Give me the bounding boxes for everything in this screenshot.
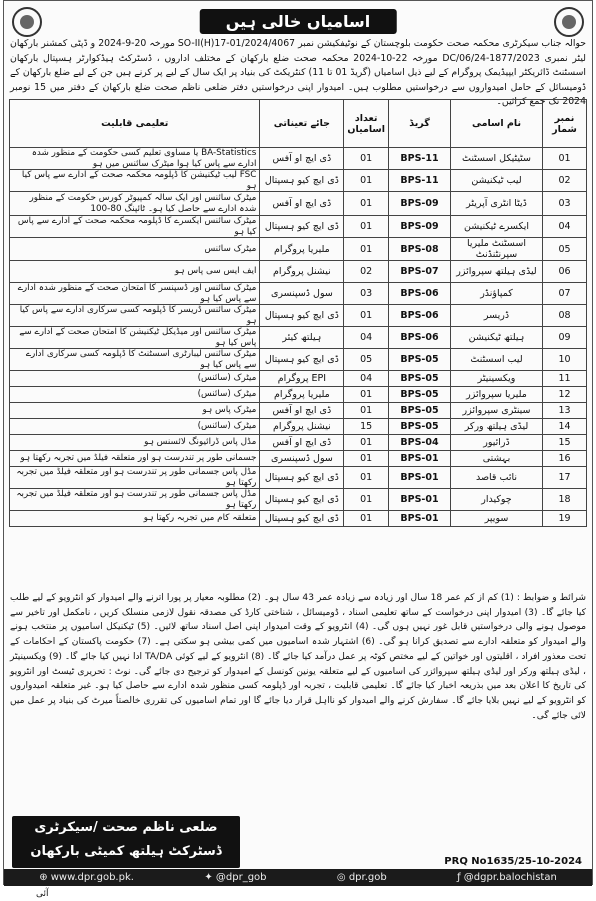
cell-count: 01 [344, 238, 389, 261]
table-row [10, 435, 587, 451]
cell-serial: 16 [543, 451, 587, 467]
cell-place: ڈی ایچ او آفس [260, 192, 344, 216]
cell-serial: 14 [543, 419, 587, 435]
page-title: اسامیاں خالی ہیں [200, 9, 397, 34]
cell-grade: BPS-08 [389, 238, 451, 261]
cell-place: ڈی ایچ کیو ہسپتال [260, 489, 344, 511]
cell-qualification: میٹرک سائنس ڈریسر کا ڈپلومہ کسی سرکاری ادارے سے پاس کیا ہو [10, 305, 260, 327]
cell-grade: BPS-04 [389, 435, 451, 451]
cell-serial: 18 [543, 489, 587, 511]
cell-place: سول ڈسپنسری [260, 451, 344, 467]
cell-serial: 03 [543, 192, 587, 216]
signature-title: ضلعی ناظم صحت /سیکرٹری [34, 820, 218, 835]
cell-serial: 15 [543, 435, 587, 451]
signature-office: ڈسٹرکٹ ہیلتھ کمیٹی بارکھان [30, 844, 222, 859]
balochistan-emblem-icon [12, 7, 42, 37]
cell-qualification: متعلقہ کام میں تجربہ رکھتا ہو [10, 511, 260, 527]
cell-count: 01 [344, 489, 389, 511]
footer-website: ⊕ www.dpr.gob.pk. [39, 872, 134, 883]
table-row [10, 261, 587, 283]
globe-icon: ⊕ [39, 872, 51, 883]
table-row [10, 403, 587, 419]
cell-grade: BPS-06 [389, 327, 451, 349]
cell-qualification: جسمانی طور پر تندرست ہو اور متعلقہ فیلڈ میں تجربہ رکھتا ہو [10, 451, 260, 467]
table-row [10, 327, 587, 349]
table-row [10, 387, 587, 403]
signature-block [12, 816, 240, 868]
table-row [10, 451, 587, 467]
header-count: تعداد اسامیاں [344, 100, 389, 148]
cell-post: لیڈی ہیلتھ ورکر [451, 419, 543, 435]
cell-count: 01 [344, 511, 389, 527]
footer-bar [4, 869, 592, 886]
cell-count: 01 [344, 467, 389, 489]
cell-grade: BPS-01 [389, 511, 451, 527]
cell-serial: 10 [543, 349, 587, 371]
facebook-icon: ƒ [457, 872, 464, 883]
table-row [10, 283, 587, 305]
table-row [10, 148, 587, 170]
cell-place: ملیریا پروگرام [260, 238, 344, 261]
cell-serial: 13 [543, 403, 587, 419]
table-row [10, 170, 587, 192]
cell-qualification: مڈل پاس ڈرائیونگ لائسنس ہو [10, 435, 260, 451]
cell-qualification: میٹرک (سائنس) [10, 419, 260, 435]
cell-count: 03 [344, 283, 389, 305]
cell-serial: 07 [543, 283, 587, 305]
cell-qualification: FSC لیب ٹیکنیشن کا ڈپلومہ محکمہ صحت کے ادارے سے پاس کیا ہو [10, 170, 260, 192]
cell-place: نیشنل پروگرام [260, 261, 344, 283]
cell-post: لیب ٹیکنیشن [451, 170, 543, 192]
cell-post: ایکسرے ٹیکنیشن [451, 216, 543, 238]
cell-place: نیشنل پروگرام [260, 419, 344, 435]
cell-count: 04 [344, 327, 389, 349]
cell-grade: BPS-05 [389, 371, 451, 387]
cell-serial: 12 [543, 387, 587, 403]
vacancies-table [9, 99, 587, 527]
cell-count: 01 [344, 170, 389, 192]
footer-twitter: ✦ @dpr_gob [204, 872, 267, 883]
cell-post: اسسٹنٹ ملیریا سپرنٹنڈنٹ [451, 238, 543, 261]
header-place: جائے تعیناتی [260, 100, 344, 148]
cell-qualification: میٹرک سائنس لیبارٹری اسسٹنٹ کا ڈپلومہ کسی سرکاری ادارے سے پاس کیا ہو [10, 349, 260, 371]
twitter-icon: ✦ [204, 872, 216, 883]
cell-qualification: میٹرک (سائنس) [10, 371, 260, 387]
cell-serial: 04 [543, 216, 587, 238]
cell-qualification: میٹرک سائنس ایکسرے کا ڈپلومہ محکمہ صحت کے ادارے سے پاس کیا ہو [10, 216, 260, 238]
cell-serial: 06 [543, 261, 587, 283]
cell-post: ڈیٹا انٹری آپریٹر [451, 192, 543, 216]
cell-place: ملیریا پروگرام [260, 387, 344, 403]
cell-post: ہیلتھ ٹیکنیشن [451, 327, 543, 349]
cell-place: ڈی ایچ کیو ہسپتال [260, 216, 344, 238]
cell-grade: BPS-07 [389, 261, 451, 283]
header-post: نام اسامی [451, 100, 543, 148]
cell-grade: BPS-01 [389, 467, 451, 489]
header-grade: گریڈ [389, 100, 451, 148]
cell-place: ڈی ایچ او آفس [260, 435, 344, 451]
cell-post: ڈرائیور [451, 435, 543, 451]
prq-number: PRQ No1635/25-10-2024 [444, 856, 582, 867]
cell-post: سینٹری سپروائزر [451, 403, 543, 419]
intro-paragraph: حوالہ جناب سیکرٹری محکمہ صحت حکومت بلوچستان کے نوٹیفکیشن نمبر SO-II(H)17-01/2024/4067 مورخہ 20-9-2024 و ڈپٹی کمشنر بارکھان لیٹر نمبری 1877/2023-24/DC/06 مورخہ 22-10-2024 محکمہ صحت ضلع بارکھان کے مختلف اداروں ، ڈسٹرکٹ ہیڈکوارٹر ہسپتال بارکھان اسسٹنٹ ڈائریکٹر ایپیڈیمک پروگرام کے لیے ذیل اسامیاں (گریڈ 01 تا 11) کنٹریکٹ کی بنیاد پر ایک سال کے لیے پر کرنے ہیں جن کے لیے ضلع بارکھان کے ڈومیسائل کے حامل امیدواروں سے درخواستیں مطلوب ہیں۔ امیدوار اپنی درخواستیں دفتر ضلعی ناظم صحت ضلع بارکھان کے دفتر میں 15 نومبر 2024 تک جمع کرائیں۔ [10, 38, 587, 107]
cell-post: لیڈی ہیلتھ سپروائزر [451, 261, 543, 283]
cell-serial: 11 [543, 371, 587, 387]
cell-grade: BPS-09 [389, 216, 451, 238]
table-header-row [10, 100, 587, 148]
cell-post: کمپاؤنڈر [451, 283, 543, 305]
cell-place: EPI پروگرام [260, 371, 344, 387]
header-qualification: تعلیمی قابلیت [10, 100, 260, 148]
cell-post: لیب اسسٹنٹ [451, 349, 543, 371]
cell-count: 01 [344, 435, 389, 451]
cell-count: 01 [344, 216, 389, 238]
cell-serial: 09 [543, 327, 587, 349]
cell-qualification: ایف ایس سی پاس ہو [10, 261, 260, 283]
cell-count: 01 [344, 403, 389, 419]
cell-post: نائب قاصد [451, 467, 543, 489]
cell-count: 01 [344, 192, 389, 216]
cell-count: 01 [344, 451, 389, 467]
cell-qualification: میٹرک (سائنس) [10, 387, 260, 403]
cell-qualification: میٹرک سائنس اور ڈسپنسر کا امتحان صحت کے منظور شدہ ادارے سے پاس کیا ہو [10, 283, 260, 305]
table-row [10, 419, 587, 435]
cell-place: ہیلتھ کیئر [260, 327, 344, 349]
terms-and-conditions: شرائط و ضوابط : (1) کم از کم عمر 18 سال اور زیادہ سے زیادہ عمر 43 سال ہو۔ (2) مطلوبہ معیار پر پورا اترنے والے امیدوار کو انٹرویو کے لیے طلب کیا جائے گا۔ (3) امیدوار اپنی درخواست کے ساتھ تعلیمی اسناد ، ڈومیسائل ، شناختی کارڈ کی مصدقہ نقول لازمی منسلک کریں ، نامکمل اور تاخیر سے موصول ہونے والی درخواستیں قابل غور نہیں ہوں گی۔ (4) انٹرویو کے وقت امیدوار اپنی اصل اسناد ساتھ لائیں۔ (5) ٹیکنیکل اسامیوں پر منتخب ہونے والے امیدوار کو متعلقہ ادارے سے تصدیق کرانا ہو گی۔ (6) اشتہار شدہ اسامیوں میں کمی بیشی ہو سکتی ہے۔ (7) حکومت پاکستان کے احکامات کے تحت معذور افراد ، اقلیتوں اور خواتین کے لیے مختص کوٹہ پر عمل درآمد کیا جائے گا۔ (8) انٹرویو کے لیے کوئی TA/DA ادا نہیں کیا جائے گا۔ (9) ویکسینیٹر ، لیڈی ہیلتھ ورکر اور لیڈی ہیلتھ سپروائزر کی اسامیوں کے لیے متعلقہ یونین کونسل کے امیدوار کو ترجیح دی جائے گی۔ نوٹ : تحریری ٹیسٹ اور انٹرویو کی تاریخ کا اعلان بعد میں بذریعہ اخبار کیا جائے گا۔ تعلیمی قابلیت ، تجربہ اور ڈپلومہ کسی منظور شدہ ادارے سے حاصل کیا ہو۔ غیر متعلقہ امیدواروں کو انٹرویو کے لیے نہیں بلایا جائے گا۔ سفارش کرنے والے امیدوار کو نااہل قرار دیا جائے گا اور تمام اسامیوں کی تقرری خالصتاً میرٹ کی بنیاد پر عمل میں لائی جائے گی۔ [10, 593, 587, 721]
cell-qualification: مڈل پاس جسمانی طور پر تندرست ہو اور متعلقہ فیلڈ میں تجربہ رکھتا ہو [10, 489, 260, 511]
cell-post: سٹیٹیکل اسسٹنٹ [451, 148, 543, 170]
cell-count: 04 [344, 371, 389, 387]
bottom-mark: آئی [36, 889, 49, 899]
table-row [10, 216, 587, 238]
cell-grade: BPS-05 [389, 349, 451, 371]
cell-qualification: BA-Statistics یا مساوی تعلیم کسی حکومت کے منظور شدہ ادارے سے پاس کیا ہوا میٹرک سائنس میں ہو [10, 148, 260, 170]
cell-serial: 05 [543, 238, 587, 261]
table-row [10, 489, 587, 511]
cell-post: سویپر [451, 511, 543, 527]
cell-post: ویکسینیٹر [451, 371, 543, 387]
cell-post: چوکیدار [451, 489, 543, 511]
cell-serial: 08 [543, 305, 587, 327]
cell-qualification: میٹرک پاس ہو [10, 403, 260, 419]
cell-place: ڈی ایچ کیو ہسپتال [260, 170, 344, 192]
table-row [10, 371, 587, 387]
cell-post: بہشتی [451, 451, 543, 467]
cell-post: ڈریسر [451, 305, 543, 327]
government-emblem-icon [554, 7, 584, 37]
cell-grade: BPS-01 [389, 451, 451, 467]
cell-place: ڈی ایچ کیو ہسپتال [260, 305, 344, 327]
instagram-icon: ◎ [336, 872, 349, 883]
table-row [10, 238, 587, 261]
cell-serial: 17 [543, 467, 587, 489]
table-row [10, 511, 587, 527]
cell-grade: BPS-05 [389, 419, 451, 435]
cell-grade: BPS-11 [389, 148, 451, 170]
cell-post: ملیریا سپروائزر [451, 387, 543, 403]
table-row [10, 349, 587, 371]
cell-grade: BPS-01 [389, 489, 451, 511]
cell-place: سول ڈسپنسری [260, 283, 344, 305]
table-row [10, 305, 587, 327]
cell-serial: 02 [543, 170, 587, 192]
cell-serial: 19 [543, 511, 587, 527]
cell-place: ڈی ایچ کیو ہسپتال [260, 467, 344, 489]
cell-grade: BPS-09 [389, 192, 451, 216]
cell-serial: 01 [543, 148, 587, 170]
cell-qualification: میٹرک سائنس اور ایک سالہ کمپیوٹر کورس حکومت کے منظور شدہ ادارے سے حاصل کیا ہو۔ ٹائپنگ 80-100 [10, 192, 260, 216]
cell-count: 02 [344, 261, 389, 283]
cell-qualification: میٹرک سائنس اور میڈیکل ٹیکنیشن کا امتحان صحت کے ادارے سے پاس کیا ہو [10, 327, 260, 349]
cell-qualification: مڈل پاس جسمانی طور پر تندرست ہو اور متعلقہ فیلڈ میں تجربہ رکھتا ہو [10, 467, 260, 489]
cell-grade: BPS-06 [389, 283, 451, 305]
cell-count: 15 [344, 419, 389, 435]
cell-grade: BPS-11 [389, 170, 451, 192]
footer-facebook: ƒ @dgpr.balochistan [457, 872, 557, 883]
cell-place: ڈی ایچ کیو ہسپتال [260, 349, 344, 371]
cell-place: ڈی ایچ او آفس [260, 148, 344, 170]
table-row [10, 467, 587, 489]
cell-place: ڈی ایچ کیو ہسپتال [260, 511, 344, 527]
cell-count: 05 [344, 349, 389, 371]
cell-count: 01 [344, 148, 389, 170]
cell-qualification: میٹرک سائنس [10, 238, 260, 261]
table-row [10, 192, 587, 216]
cell-grade: BPS-05 [389, 403, 451, 419]
footer-instagram: ◎ dpr.gob [336, 872, 387, 883]
cell-place: ڈی ایچ او آفس [260, 403, 344, 419]
header-serial: نمبر شمار [543, 100, 587, 148]
advertisement-page [3, 0, 593, 885]
cell-grade: BPS-06 [389, 305, 451, 327]
cell-count: 01 [344, 387, 389, 403]
cell-count: 01 [344, 305, 389, 327]
cell-grade: BPS-05 [389, 387, 451, 403]
